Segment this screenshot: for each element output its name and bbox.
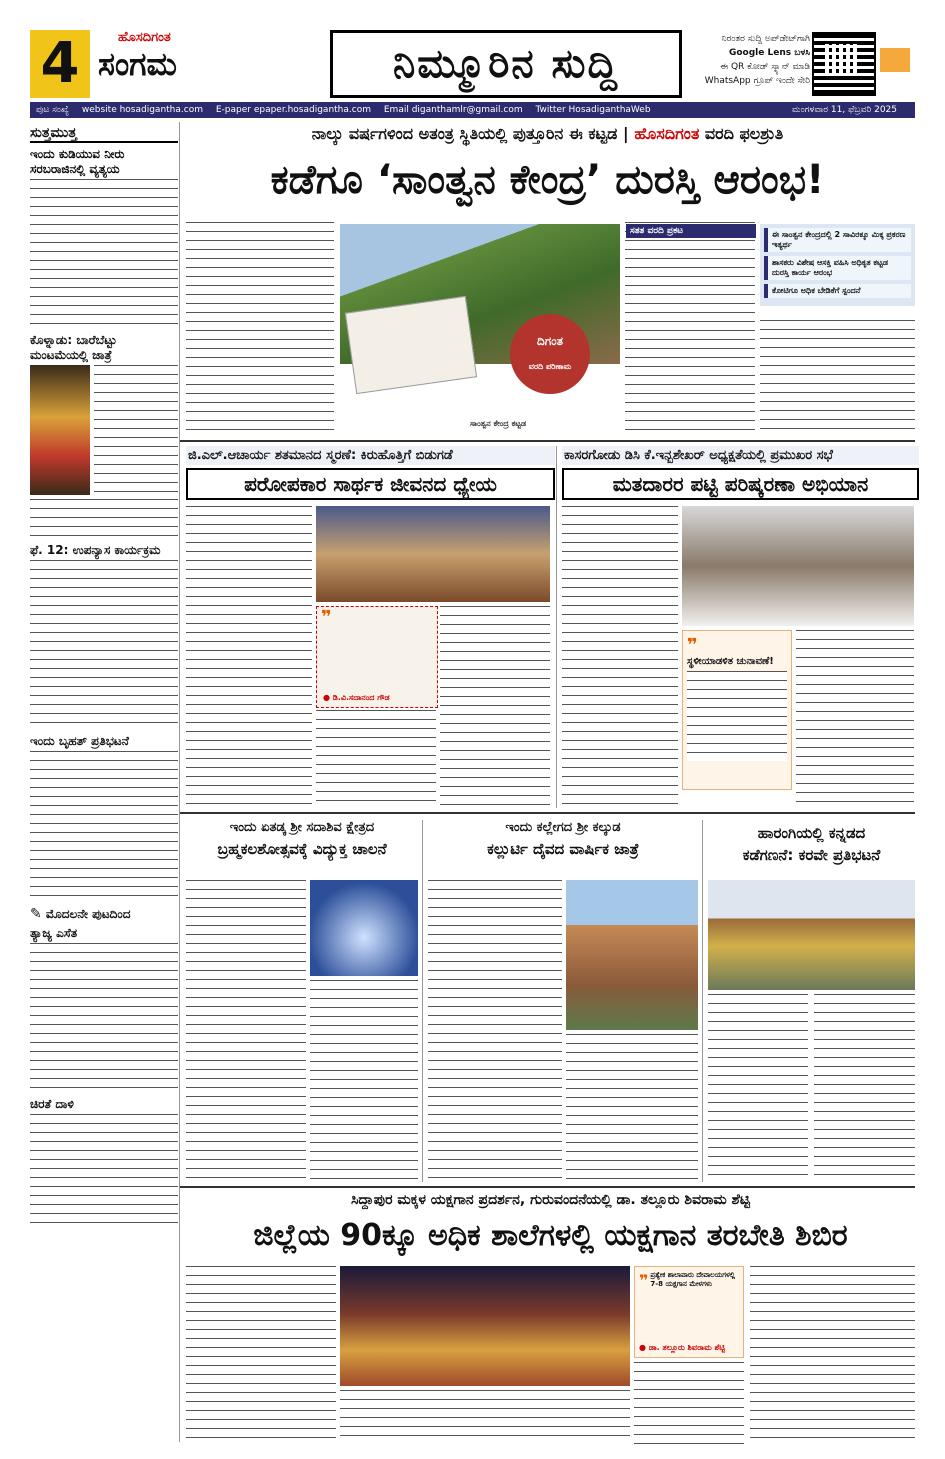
story2-quote-box [316, 606, 438, 708]
story-body [30, 499, 178, 539]
story6-body [814, 994, 915, 1180]
epaper-link[interactable]: E-paper epaper.hosadigantha.com [215, 105, 371, 115]
story7-headline[interactable]: ಜಿಲ್ಲೆಯ 90ಕ್ಕೂ ಅಧಿಕ ಶಾಲೆಗಳಲ್ಲಿ ಯಕ್ಷಗಾನ ತರಬೇತಿ ಶಿಬಿರ [253, 1218, 848, 1253]
section-divider [180, 1186, 915, 1188]
story-title[interactable]: ಫೆ. 12: ಉಪನ್ಯಾಸ ಕಾರ್ಯಕ್ರಮ [30, 543, 161, 557]
story-body [30, 943, 178, 1093]
lead-body [760, 320, 915, 434]
highlight-item: ಶಾಸಕರು ವಿಶೇಷ ಆಸಕ್ತಿ ವಹಿಸಿ ಅಧಿಕೃತ ಕಟ್ಟಡ ದುರಸ್ತಿ ಕಾರ್ಯ ಆರಂಭ [764, 256, 911, 280]
election-box [682, 630, 792, 790]
section-title: ನಿಮ್ಮೂರಿನ ಸುದ್ದಿ [330, 30, 682, 98]
story2-body [186, 506, 312, 806]
brand-small: ಹೊಸದಿಗಂತ [118, 30, 171, 45]
story6-body [708, 994, 808, 1180]
qr-code-icon[interactable] [812, 32, 876, 96]
box-body [687, 671, 787, 761]
story-body [30, 1114, 178, 1224]
story2-body [316, 710, 436, 806]
lead-photo [340, 224, 620, 436]
photo-caption: ಸಾಂತ್ವನ ಕೇಂದ್ರ ಕಟ್ಟಡ [470, 419, 527, 428]
left-column [30, 122, 178, 1224]
brand-big: ಸಂಗಮ [98, 45, 177, 83]
section-divider [180, 440, 915, 442]
quote-icon: ❞ [687, 635, 698, 656]
twitter-link[interactable]: Twitter HosadiganthaWeb [535, 105, 651, 115]
story-body [94, 365, 178, 495]
qr-line: Google Lens ಬಳಸಿ [728, 48, 810, 58]
page-number: 4 [30, 30, 90, 98]
story7-body [186, 1266, 336, 1444]
lead-body [625, 222, 755, 434]
email-link[interactable]: Email diganthamlr@gmail.com [383, 105, 523, 115]
section-label: ಪುಟ ಸಂಖ್ಯೆ [36, 105, 69, 115]
highlight-item: ಈ ಸಾಂತ್ವನ ಕೇಂದ್ರದಲ್ಲಿ 2 ಸಾವಿರಕ್ಕೂ ಮಿಕ್ಕ ಪ್ರಕರಣ ಇತ್ಯರ್ಥ [764, 228, 911, 252]
story4-headline-2[interactable]: ಬ್ರಹ್ಮಕಲಶೋತ್ಸವಕ್ಕೆ ವಿದ್ಯುಕ್ತ ಚಾಲನೆ [217, 840, 387, 858]
brand-logo [98, 30, 322, 98]
story-body [30, 179, 178, 329]
yakshagana-photo [340, 1266, 630, 1386]
website-link[interactable]: website hosadigantha.com [81, 105, 203, 115]
story2-headline[interactable]: ಪರೋಪಕಾರ ಸಾರ್ಥಕ ಜೀವನದ ಧ್ಯೇಯ [186, 468, 555, 500]
story6-headline-1[interactable]: ಹಾರಂಗಿಯಲ್ಲಿ ಕನ್ನಡದ [757, 824, 866, 842]
story5-headline-2[interactable]: ಕಲ್ಲುರ್ಟಿ ದೈವದ ವಾರ್ಷಿಕ ಜಾತ್ರೆ [487, 840, 639, 858]
pencil-icon: ✎ [30, 906, 42, 922]
story-body [30, 560, 178, 730]
column-divider [422, 820, 423, 1182]
story-title[interactable]: ಇಂದು ಬೃಹತ್ ಪ್ರತಿಭಟನೆ [30, 734, 129, 748]
story-body [30, 751, 178, 901]
continuation-title[interactable]: ಚಿರತೆ ದಾಳಿ [30, 1097, 74, 1111]
story3-headline[interactable]: ಮತದಾರರ ಪಟ್ಟಿ ಪರಿಷ್ಕರಣಾ ಅಭಿಯಾನ [562, 468, 919, 500]
story3-body [562, 506, 678, 806]
story5-headline-1[interactable]: ಇಂದು ಕಲ್ಲೇಗದ ಶ್ರೀ ಕಲ್ಕುಡ [505, 820, 621, 835]
story2-body [440, 606, 550, 806]
column-header: ಸುತ್ತಮುತ್ತ [30, 126, 178, 143]
qr-line: WhatsApp ಗ್ರೂಪ್ ಇಂದೇ ಸೇರಿ [704, 76, 810, 86]
story4-body [186, 880, 306, 1180]
quote-author: ● ಡಿ.ವಿ.ಸದಾನಂದ ಗೌಡ [323, 693, 390, 702]
story7-kicker: ಸಿದ್ದಾಪುರ ಮಕ್ಕಳ ಯಕ್ಷಗಾನ ಪ್ರದರ್ಶನ, ಗುರುವಂದನೆಯಲ್ಲಿ ಡಾ. ತಲ್ಲೂರು ಶಿವರಾಮ ಶೆಟ್ಟಿ [351, 1192, 750, 1208]
story7-body [340, 1390, 630, 1444]
first-page-tag: ✎ ಮೊದಲನೇ ಪುಟದಿಂದ [30, 906, 131, 922]
column-divider [702, 820, 703, 1182]
story2-photo [316, 506, 550, 602]
lead-body [186, 222, 334, 434]
lead-kicker: ನಾಲ್ಕು ವರ್ಷಗಳಿಂದ ಅತಂತ್ರ ಸ್ಥಿತಿಯಲ್ಲಿ ಪುತ್ತೂರಿನ ಈ ಕಟ್ಟಡ | ಹೊಸದಿಗಂತ ವರದಿ ಫಲಶ್ರುತಿ [311, 124, 784, 143]
story7-body [750, 1266, 915, 1444]
column-divider [556, 446, 557, 808]
shrine-photo [30, 365, 90, 495]
story6-headline-2[interactable]: ಕಡೆಗಣನೆ: ಕರವೇ ಪ್ರತಿಭಟನೆ [742, 846, 881, 864]
election-box-title: ಸ್ಥಳೀಯಾಡಳಿತ ಚುನಾವಣೆ! [687, 656, 774, 667]
quote-author: ● ಡಾ. ತಲ್ಲೂರು ಶಿವರಾಮ ಶೆಟ್ಟಿ [639, 1343, 726, 1352]
info-bar [30, 102, 915, 118]
story5-body [428, 880, 562, 1180]
shiva-idol-photo [310, 880, 418, 976]
story4-headline-1[interactable]: ಇಂದು ಏತಡ್ಕ ಶ್ರೀ ಸದಾಶಿವ ಕ್ಷೇತ್ರದ [229, 820, 375, 835]
story-title[interactable]: ಕೊಳ್ನಾಡು: ಬಾರೆಬೆಟ್ಟು ಮಂಟಮೆಯಲ್ಲಿ ಜಾತ್ರೆ [30, 333, 117, 362]
quote-subhead: ಪ್ರತ್ಯೇಕ ಶಾಲಾವಾರು ದೇವಾಲಯಗಳಲ್ಲಿ 7-8 ಯಕ್ಷಗಾನ ಮೇಳಗಳು [650, 1271, 736, 1288]
side-subhead: ಸತತ ವರದಿ ಪ್ರಕಟ [626, 224, 756, 238]
story3-photo [682, 506, 914, 626]
story3-body [796, 630, 914, 806]
report-impact-badge: ದಿಗಂತ ವರದಿ ಪರಿಣಾಮ [510, 314, 590, 394]
story5-body [566, 1034, 698, 1180]
issue-date: ಮಂಗಳವಾರ 11, ಫೆಬ್ರವರಿ 2025 [792, 105, 897, 115]
story2-kicker: ಜಿ.ಎಲ್.ಆಚಾರ್ಯ ಶತಮಾನದ ಸ್ಮರಣೆ: ಕಿರುಹೊತ್ತಿಗೆ ಬಿಡುಗಡೆ [186, 446, 555, 465]
quote-icon: ❞ [639, 1271, 649, 1290]
qr-line: ಈ QR ಕೋಡ್ ಸ್ಕ್ಯಾನ್ ಮಾಡಿ [720, 62, 810, 72]
decorative-block [880, 48, 910, 72]
story-title[interactable]: ಇಂದು ಕುಡಿಯುವ ನೀರು ಸರಬರಾಜಿನಲ್ಲಿ ವ್ಯತ್ಯಯ [30, 147, 125, 176]
temple-photo [566, 880, 698, 1030]
protest-photo [708, 880, 915, 990]
column-divider [179, 122, 180, 1442]
qr-instructions [690, 32, 810, 88]
story4-body [310, 980, 418, 1180]
highlights-box [760, 224, 915, 306]
story7-body [634, 1362, 744, 1444]
story3-kicker: ಕಾಸರಗೋಡು ಡಿಸಿ ಕೆ.ಇನ್ಬಶೇಖರ್ ಅಧ್ಯಕ್ಷತೆಯಲ್ಲಿ ಪ್ರಮುಖರ ಸಭೆ [562, 446, 919, 465]
lead-headline[interactable]: ಕಡೆಗೂ ‘ಸಾಂತ್ವನ ಕೇಂದ್ರ’ ದುರಸ್ತಿ ಆರಂಭ! [270, 157, 825, 203]
qr-line: ನಿರಂತರ ಸುದ್ದಿ ಅಪ್‌ಡೇಟ್‌ಗಾಗಿ [721, 34, 810, 44]
section-divider [180, 812, 915, 814]
continuation-title[interactable]: ತ್ಯಾಜ್ಯ ಎಸೆತ [30, 926, 78, 940]
quote-icon: ❞ [321, 607, 332, 628]
highlight-item: ಕೋಟಿಗೂ ಅಧಿಕ ಬೇಡಿಕೆಗೆ ಸ್ಪಂದನೆ [764, 284, 911, 298]
story7-quote-box [634, 1266, 744, 1358]
newspaper-clipping [345, 296, 477, 394]
